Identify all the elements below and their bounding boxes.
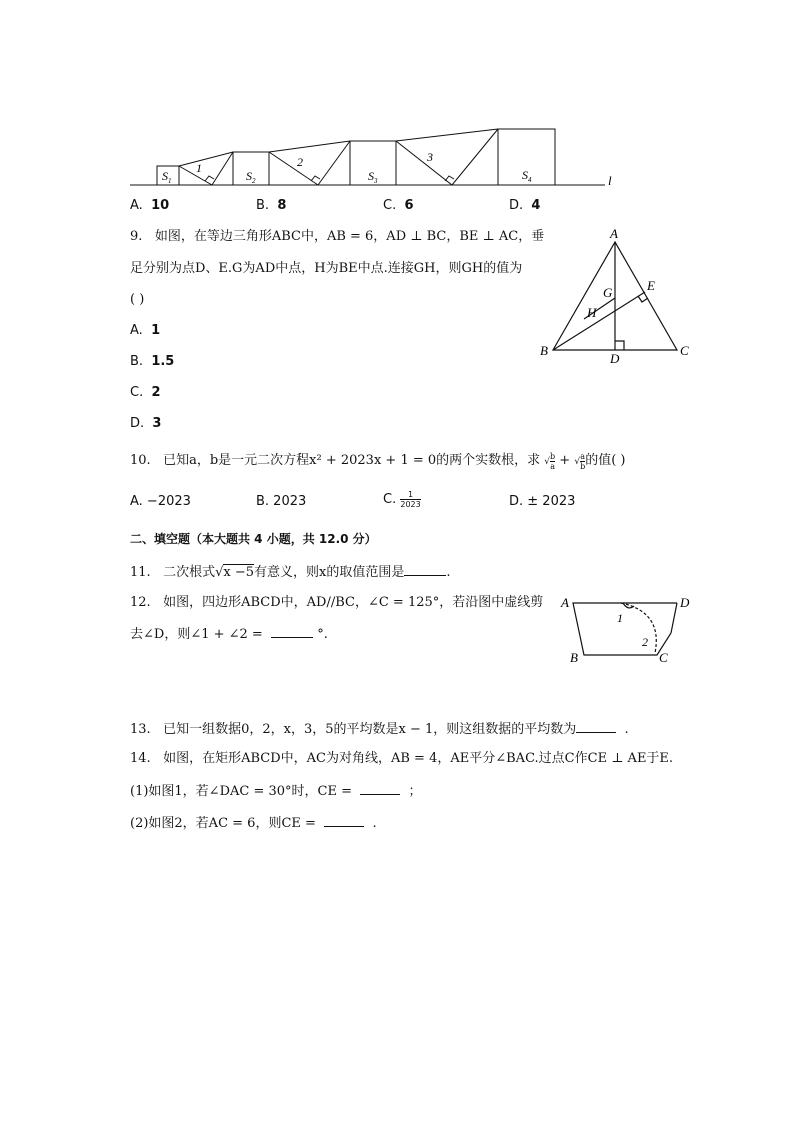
fig12-label-c: C	[659, 650, 668, 665]
section-2-title: 二、填空题（本大题共 4 小题，共 12.0 分）	[130, 532, 377, 546]
q12-line1: 12. 如图，四边形ABCD中，AD//BC，∠C = 125°，若沿图中虚线剪	[130, 595, 544, 610]
fig12-label-2: 2	[642, 635, 648, 649]
q9-option-c: C. 2	[130, 385, 161, 400]
q9-option-b: B. 1.5	[130, 354, 175, 369]
fig9-label-e: E	[647, 278, 655, 293]
fig12-label-d: D	[680, 595, 690, 610]
q9-option-a: A. 1	[130, 323, 161, 338]
label-s2: $S_2$	[246, 169, 256, 185]
q8-option-c: C. 6	[383, 198, 414, 213]
fraction-1-over-2023: $\frac{1}{2023}$	[400, 490, 421, 509]
q14-part2: (2)如图2，若AC = 6，则CE = .	[130, 816, 377, 831]
fig12-label-a: A	[561, 595, 569, 610]
label-1: 1	[196, 161, 202, 175]
fig9-label-d: D	[610, 351, 620, 366]
q9-line1: 9. 如图，在等边三角形ABC中，AB = 6，AD ⊥ BC，BE ⊥ AC，垂	[130, 229, 545, 244]
sqrt-symbol: √	[215, 565, 224, 580]
sqrt-b-over-a: √ $\frac{b}{a}$	[544, 452, 556, 471]
label-l: l	[608, 173, 612, 188]
q12-line2: 去∠D，则∠1 + ∠2 = °.	[130, 627, 328, 642]
label-s3: $S_3$	[368, 169, 378, 185]
fig12-label-b: B	[570, 650, 578, 665]
fig9-label-c: C	[680, 343, 689, 358]
sqrt-a-over-b: √ $\frac{a}{b}$	[574, 452, 586, 471]
label-2: 2	[297, 155, 303, 169]
q9-option-d: D. 3	[130, 416, 162, 431]
q8-option-a: A. 10	[130, 198, 170, 213]
label-s4: $S_4$	[522, 168, 532, 184]
fig9-label-g: G	[603, 285, 613, 300]
q10-option-a: A. −2023	[130, 494, 191, 509]
q14-part1: (1)如图1，若∠DAC = 30°时，CE = ；	[130, 784, 422, 799]
q10-option-b: B. 2023	[256, 494, 307, 509]
q9-line3: ( )	[130, 292, 145, 307]
q10-option-c: C. $\frac{1}{2023}$	[383, 490, 421, 509]
q14-part2-blank[interactable]	[324, 814, 364, 827]
q11: 11. 二次根式√x −5有意义，则x的取值范围是 .	[130, 565, 451, 580]
q8-option-d: D. 4	[509, 198, 541, 213]
q14-part1-blank[interactable]	[360, 782, 400, 795]
q13-answer-blank[interactable]	[576, 720, 616, 733]
q13: 13. 已知一组数据0，2，x，3，5的平均数是x − 1，则这组数据的平均数为 .	[130, 722, 629, 737]
q8-option-b: B. 8	[256, 198, 287, 213]
label-s1: $S_1$	[162, 169, 172, 185]
label-3: 3	[427, 150, 433, 164]
fig9-label-b: B	[540, 343, 548, 358]
q9-line2: 足分别为点D、E.G为AD中点，H为BE中点.连接GH，则GH的值为	[130, 261, 523, 276]
q10-option-d: D. ± 2023	[509, 494, 576, 509]
fig12-label-1: 1	[617, 611, 623, 625]
q14-stem: 14. 如图，在矩形ABCD中，AC为对角线，AB = 4，AE平分∠BAC.过点C作CE ⊥ AE于E.	[130, 751, 674, 766]
fig9-label-a: A	[610, 226, 618, 241]
fig9-label-h: H	[587, 305, 597, 320]
q10-stem: 10. 已知a，b是一元二次方程x² + 2023x + 1 = 0的两个实数根，求 √ $\frac{b}{a}$ + √ $\frac{a}{b}$ 的值( )	[130, 452, 626, 471]
